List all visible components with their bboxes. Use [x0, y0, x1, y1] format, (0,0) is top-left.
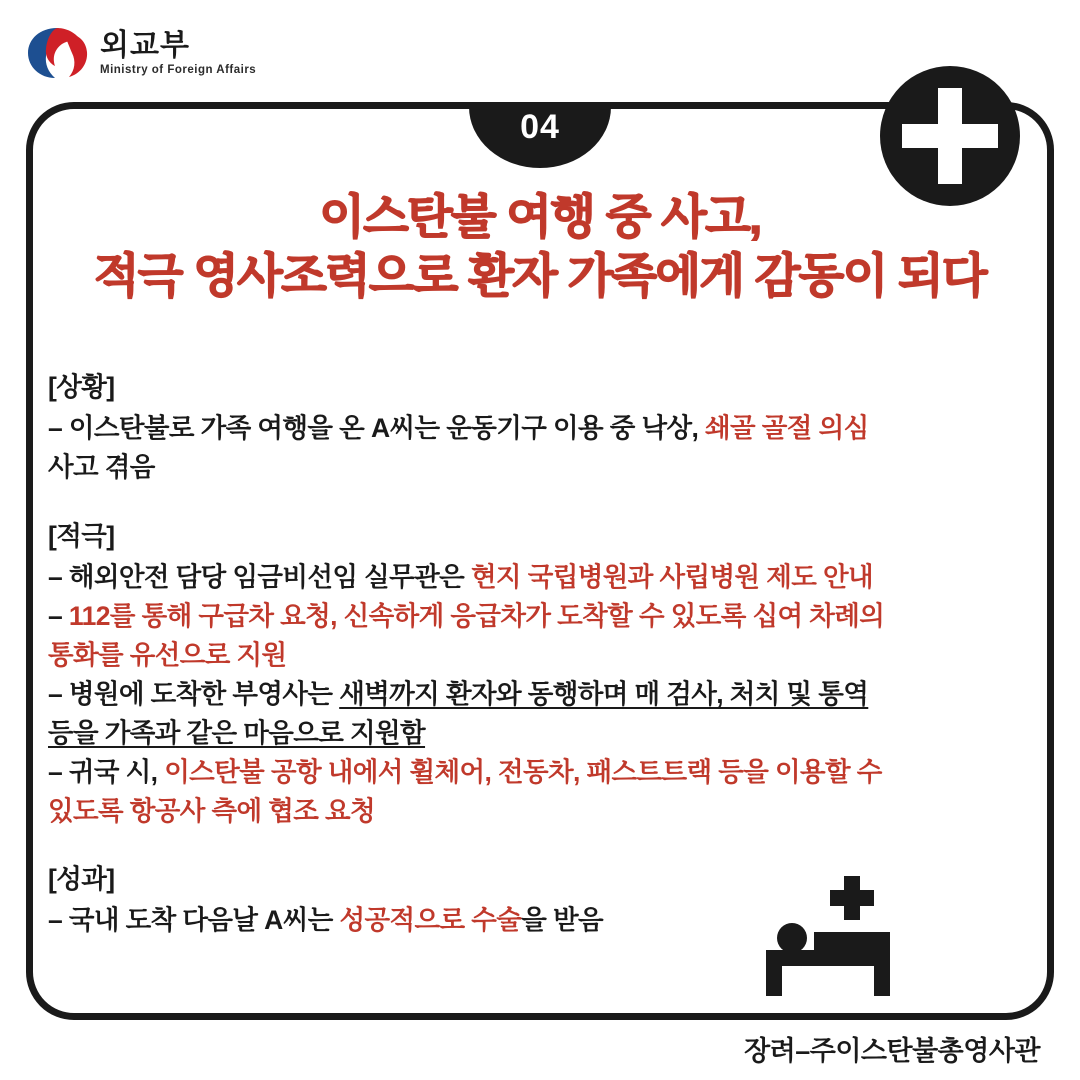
text-run: – 해외안전 담당 임금비선임 실무관은	[48, 561, 471, 592]
text-run: 쇄골 골절 의심	[705, 412, 869, 443]
section-line	[48, 792, 1034, 831]
text-run: 있도록 항공사 측에 협조 요청	[48, 795, 376, 826]
korea-taegeuk-logo-icon	[24, 24, 90, 82]
text-run: – 귀국 시,	[48, 756, 165, 787]
text-run: 성공적으로 수술	[339, 905, 522, 936]
section-line	[48, 753, 1034, 792]
section-gap	[48, 830, 1034, 860]
text-run: 통화를 유선으로 지원	[48, 639, 287, 670]
text-run: 이스탄불 공항 내에서 휠체어, 전동차, 패스트트랙 등을 이용할 수	[164, 756, 882, 787]
text-run: 사고 겪음	[48, 451, 155, 482]
footer-credit: 장려–주이스탄불총영사관	[744, 1036, 1040, 1066]
card-body	[48, 368, 1034, 940]
card-number-badge: 04	[469, 102, 611, 168]
card-title	[40, 188, 1040, 306]
section-heading: [성과]	[48, 864, 115, 895]
text-run: 새벽까지 환자와 동행하며 매 검사, 처치 및 통역	[339, 678, 869, 709]
section-heading: [상황]	[48, 372, 115, 402]
hospital-bed-icon	[748, 876, 908, 996]
text-run: – 병원에 도착한 부영사는	[48, 678, 340, 709]
section-line	[48, 675, 1034, 714]
section-line	[48, 714, 1034, 753]
title-line-1: 이스탄불 여행 중 사고,	[319, 190, 761, 243]
section-line	[48, 448, 1034, 487]
section-heading: [적극]	[48, 520, 115, 551]
text-run: 현지 국립병원과 사립병원 제도 안내	[470, 561, 873, 592]
text-run: –	[48, 600, 69, 631]
text-run: 112를 통해 구급차 요청, 신속하게 응급차가 도착할 수 있도록 십여 차례의	[68, 600, 885, 631]
section-line	[48, 597, 1034, 636]
text-run: 을 받음	[521, 905, 604, 936]
section-line	[48, 636, 1034, 675]
section-line	[48, 409, 1034, 448]
text-run: – 이스탄불로 가족 여행을 온 A씨는 운동기구 이용 중 낙상,	[48, 412, 706, 443]
ministry-name-ko: 외교부	[100, 28, 190, 62]
section-line	[48, 558, 1034, 597]
section-gap	[48, 487, 1034, 517]
text-run: 등을 가족과 같은 마음으로 지원함	[48, 717, 426, 748]
ministry-name-en: Ministry of Foreign Affairs	[100, 64, 257, 77]
title-line-2: 적극 영사조력으로 환자 가족에게 감동이 되다	[94, 248, 986, 302]
ministry-logo	[24, 24, 256, 82]
text-run: – 국내 도착 다음날 A씨는	[48, 905, 340, 936]
